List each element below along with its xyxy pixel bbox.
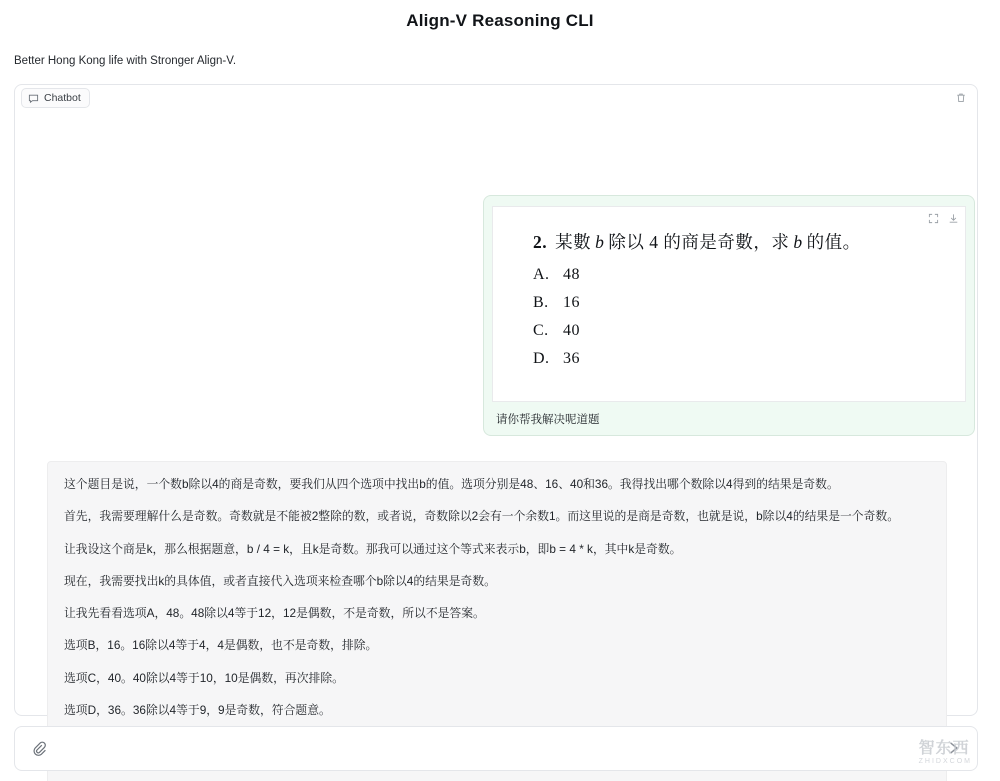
watermark xyxy=(919,735,972,765)
assistant-paragraph: 首先，我需要理解什么是奇数。奇数就是不能被2整除的数，或者说，奇数除以2会有一个余数1。而这里说的是商是奇数，也就是说，b除以4的结果是一个奇数。 xyxy=(64,509,899,524)
download-icon[interactable] xyxy=(948,211,959,222)
question-var-1: b xyxy=(595,232,605,252)
question-options xyxy=(533,266,965,368)
page-title: Align-V Reasoning CLI xyxy=(406,11,594,30)
question-image[interactable] xyxy=(492,206,966,402)
tab-chatbot-label: Chatbot xyxy=(44,92,81,104)
option-b xyxy=(533,294,965,312)
message-input[interactable] xyxy=(59,727,949,770)
option-b-value: 16 xyxy=(563,294,580,311)
assistant-paragraph: 现在，我需要找出k的具体值，或者直接代入选项来检查哪个b除以4的结果是奇数。 xyxy=(64,573,496,588)
question-text-a: 某數 xyxy=(555,232,592,252)
chat-panel xyxy=(14,84,978,716)
question-number: 2. xyxy=(533,232,548,252)
question-text-c: 的值。 xyxy=(806,232,861,252)
option-a-label: A. xyxy=(533,266,550,283)
assistant-paragraph: 让我先看看选项A，48。48除以4等于12，12是偶数，不是奇数，所以不是答案。 xyxy=(64,606,485,621)
watermark-text: 智东西 xyxy=(918,740,970,757)
trash-icon[interactable] xyxy=(953,90,969,106)
chat-icon xyxy=(28,93,39,104)
page-subtitle: Better Hong Kong life with Stronger Align-V. xyxy=(14,55,237,67)
question-text-b: 除以 4 的商是奇數，求 xyxy=(608,232,790,252)
option-b-label: B. xyxy=(533,294,549,311)
assistant-paragraph: 这个题目是说，一个数b除以4的商是奇数，要我们从四个选项中找出b的值。选项分别是48、16、40和36。我得找出哪个数除以4得到的结果是奇数。 xyxy=(64,477,839,491)
user-message-text: 请你帮我解决呢道题 xyxy=(496,414,600,426)
assistant-paragraph: 选项B，16。16除以4等于4，4是偶数，也不是奇数，排除。 xyxy=(64,638,378,653)
paperclip-icon[interactable] xyxy=(31,740,49,758)
option-c xyxy=(533,322,965,340)
question-var-2: b xyxy=(793,232,803,252)
chat-header xyxy=(15,85,977,111)
option-a-value: 48 xyxy=(563,266,580,283)
image-toolbar xyxy=(928,211,959,222)
assistant-paragraph: 选项C，40。40除以4等于10，10是偶数，再次排除。 xyxy=(64,670,344,685)
watermark-subtext: ZHIDXCOM xyxy=(918,758,972,765)
option-c-label: C. xyxy=(533,322,549,339)
assistant-paragraph: 让我设这个商是k，那么根据题意，b / 4 = k，且k是奇数。那我可以通过这个等式来表示b，即b = 4 * k，其中k是奇数。 xyxy=(64,541,682,556)
option-d-label: D. xyxy=(533,350,550,367)
option-a xyxy=(533,266,965,284)
user-message xyxy=(483,195,975,436)
question-stem xyxy=(533,229,965,254)
message-input-bar xyxy=(14,726,978,771)
option-d-value: 36 xyxy=(563,350,580,367)
expand-icon[interactable] xyxy=(928,211,939,222)
tab-chatbot[interactable] xyxy=(21,88,90,108)
option-d xyxy=(533,350,965,368)
option-c-value: 40 xyxy=(563,322,580,339)
question-content xyxy=(493,207,965,368)
assistant-paragraph: 选项D，36。36除以4等于9，9是奇数，符合题意。 xyxy=(64,702,331,717)
